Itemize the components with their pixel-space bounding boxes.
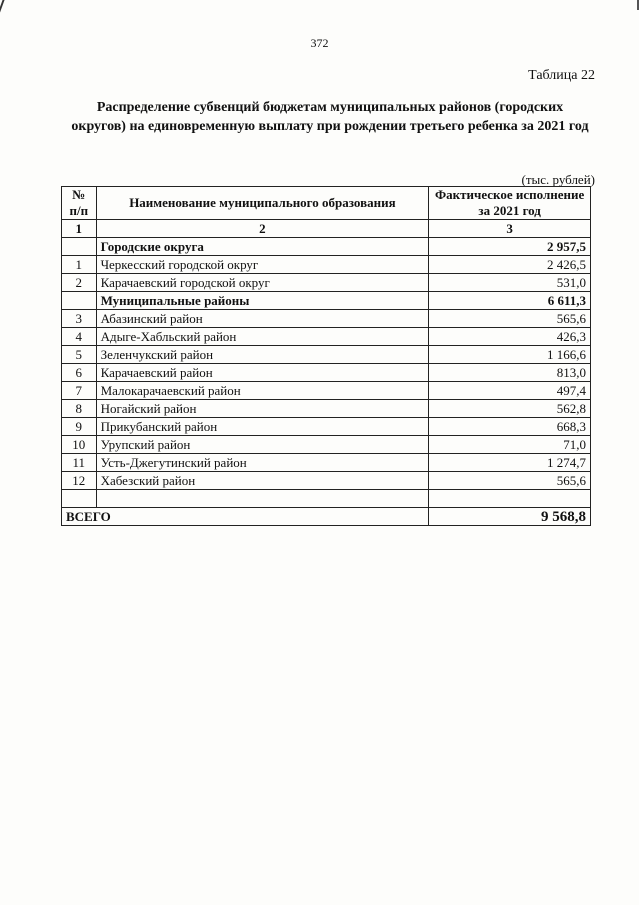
row-number: 12 (62, 472, 97, 490)
scan-edge-mark (0, 0, 11, 14)
column-index: 3 (429, 220, 591, 238)
row-value: 531,0 (429, 274, 591, 292)
row-value: 1 274,7 (429, 454, 591, 472)
row-number (62, 292, 97, 310)
row-value: 813,0 (429, 364, 591, 382)
header-num: № п/п (62, 187, 97, 220)
row-name: Муниципальные районы (96, 292, 429, 310)
row-value: 562,8 (429, 400, 591, 418)
row-value: 1 166,6 (429, 346, 591, 364)
table-row (62, 454, 591, 472)
column-index-row (62, 220, 591, 238)
row-value: 565,6 (429, 472, 591, 490)
table-row (62, 256, 591, 274)
row-name: Черкесский городской округ (96, 256, 429, 274)
row-name: Городские округа (96, 238, 429, 256)
group-row (62, 292, 591, 310)
empty-row (62, 490, 591, 508)
budget-table (61, 186, 591, 526)
group-row (62, 238, 591, 256)
table-row (62, 346, 591, 364)
row-name: Карачаевский городской округ (96, 274, 429, 292)
table-row (62, 400, 591, 418)
total-row (62, 508, 591, 526)
row-number: 4 (62, 328, 97, 346)
row-number: 6 (62, 364, 97, 382)
row-number: 3 (62, 310, 97, 328)
row-value: 426,3 (429, 328, 591, 346)
row-name: Карачаевский район (96, 364, 429, 382)
row-value: 2 957,5 (429, 238, 591, 256)
units-label: (тыс. рублей) (521, 172, 595, 187)
header-value: Фактическое исполнение за 2021 год (429, 187, 591, 220)
column-index: 1 (62, 220, 97, 238)
row-value: 2 426,5 (429, 256, 591, 274)
table-row (62, 364, 591, 382)
document-title: Распределение субвенций бюджетам муниципальных районов (городских округов) на единовременную выплату при рождении третьего ребенка за 2021 год (71, 100, 589, 134)
header-name: Наименование муниципального образования (96, 187, 429, 220)
table-row (62, 328, 591, 346)
row-number: 7 (62, 382, 97, 400)
row-name: Абазинский район (96, 310, 429, 328)
table-body (62, 238, 591, 490)
row-name: Прикубанский район (96, 418, 429, 436)
table-header-row (62, 187, 591, 220)
row-number: 9 (62, 418, 97, 436)
table-row (62, 472, 591, 490)
row-name: Зеленчукский район (96, 346, 429, 364)
table-row (62, 310, 591, 328)
row-number: 11 (62, 454, 97, 472)
table-row (62, 418, 591, 436)
row-value: 565,6 (429, 310, 591, 328)
row-name: Урупский район (96, 436, 429, 454)
row-name: Усть-Джегутинский район (96, 454, 429, 472)
table-label: Таблица 22 (528, 68, 595, 83)
scan-edge-mark (633, 0, 639, 10)
row-value: 71,0 (429, 436, 591, 454)
row-value: 6 611,3 (429, 292, 591, 310)
row-number: 8 (62, 400, 97, 418)
row-number: 5 (62, 346, 97, 364)
table-row (62, 274, 591, 292)
row-name: Ногайский район (96, 400, 429, 418)
table-row (62, 436, 591, 454)
column-index: 2 (96, 220, 429, 238)
row-value: 497,4 (429, 382, 591, 400)
row-name: Хабезский район (96, 472, 429, 490)
total-label: ВСЕГО (62, 508, 429, 526)
total-value: 9 568,8 (429, 508, 591, 526)
page-number: 372 (310, 36, 329, 50)
row-name: Адыге-Хабльский район (96, 328, 429, 346)
row-name: Малокарачаевский район (96, 382, 429, 400)
row-number: 10 (62, 436, 97, 454)
row-number: 2 (62, 274, 97, 292)
table-row (62, 382, 591, 400)
row-number (62, 238, 97, 256)
row-number: 1 (62, 256, 97, 274)
row-value: 668,3 (429, 418, 591, 436)
